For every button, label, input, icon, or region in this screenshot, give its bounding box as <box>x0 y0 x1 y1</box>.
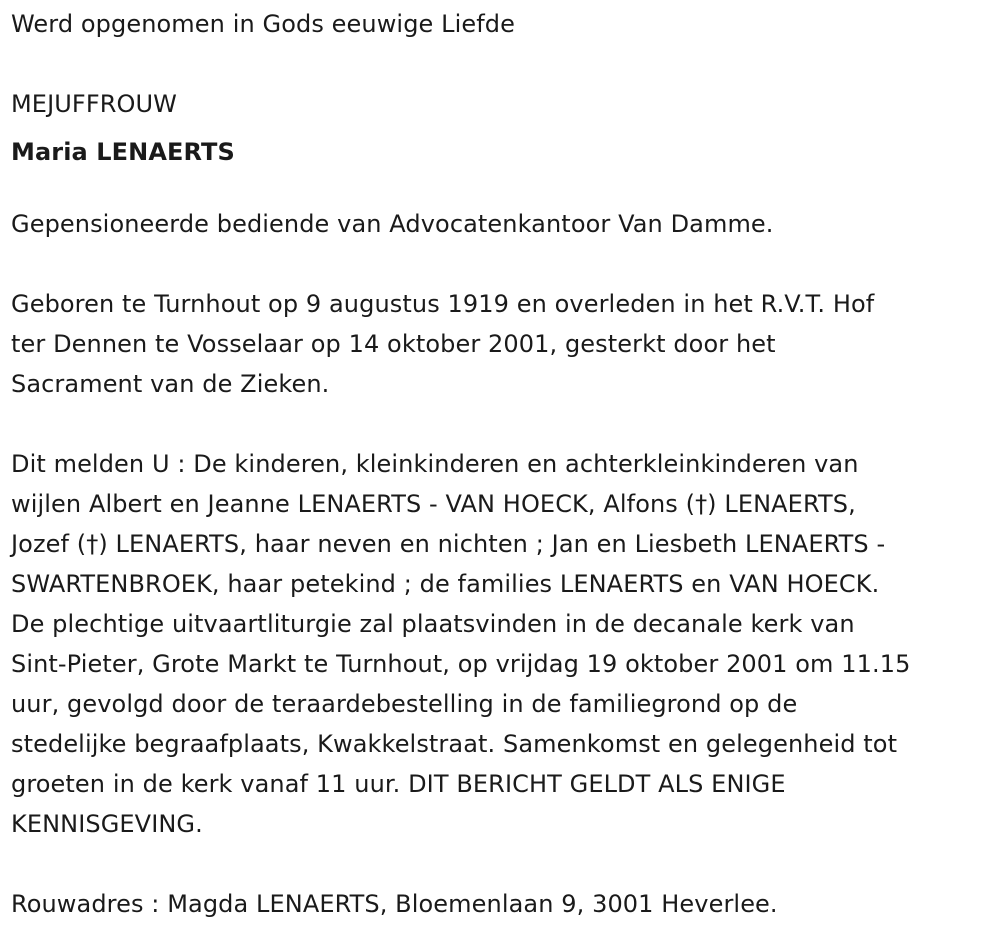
announcement-paragraph <box>11 444 995 844</box>
birth-death-paragraph <box>11 284 995 404</box>
text-line: SWARTENBROEK, haar petekind ; de families LENAERTS en VAN HOECK. <box>11 570 880 598</box>
text-line: uur, gevolgd door de teraardebestelling in de familiegrond op de <box>11 690 798 718</box>
text-line: stedelijke begraafplaats, Kwakkelstraat. Samenkomst en gelegenheid tot <box>11 730 898 758</box>
spacer <box>11 44 995 84</box>
text-line: De plechtige uitvaartliturgie zal plaatsvinden in de decanale kerk van <box>11 610 855 638</box>
text-line: Geboren te Turnhout op 9 augustus 1919 en overleden in het R.V.T. Hof <box>11 290 875 318</box>
address-line: Rouwadres : Magda LENAERTS, Bloemenlaan 9, 3001 Heverlee. <box>11 890 778 918</box>
intro-line: Werd opgenomen in Gods eeuwige Liefde <box>11 10 515 38</box>
spacer <box>11 244 995 284</box>
text-line: groeten in de kerk vanaf 11 uur. DIT BERICHT GELDT ALS ENIGE <box>11 770 786 798</box>
text-line: wijlen Albert en Jeanne LENAERTS - VAN HOECK, Alfons (†) LENAERTS, <box>11 490 856 518</box>
text-line: ter Dennen te Vosselaar op 14 oktober 2001, gesterkt door het <box>11 330 776 358</box>
text-line: KENNISGEVING. <box>11 810 203 838</box>
deceased-name: Maria LENAERTS <box>11 138 235 166</box>
occupation-line: Gepensioneerde bediende van Advocatenkantoor Van Damme. <box>11 210 774 238</box>
text-line: Sint-Pieter, Grote Markt te Turnhout, op vrijdag 19 oktober 2001 om 11.15 <box>11 650 911 678</box>
text-line: Jozef (†) LENAERTS, haar neven en nichten ; Jan en Liesbeth LENAERTS - <box>11 530 886 558</box>
text-line: Sacrament van de Zieken. <box>11 370 330 398</box>
spacer <box>11 172 995 204</box>
title-line: MEJUFFROUW <box>11 90 177 118</box>
spacer <box>11 844 995 884</box>
spacer <box>11 404 995 444</box>
text-line: Dit melden U : De kinderen, kleinkinderen en achterkleinkinderen van <box>11 450 859 478</box>
obituary-notice <box>11 4 995 924</box>
